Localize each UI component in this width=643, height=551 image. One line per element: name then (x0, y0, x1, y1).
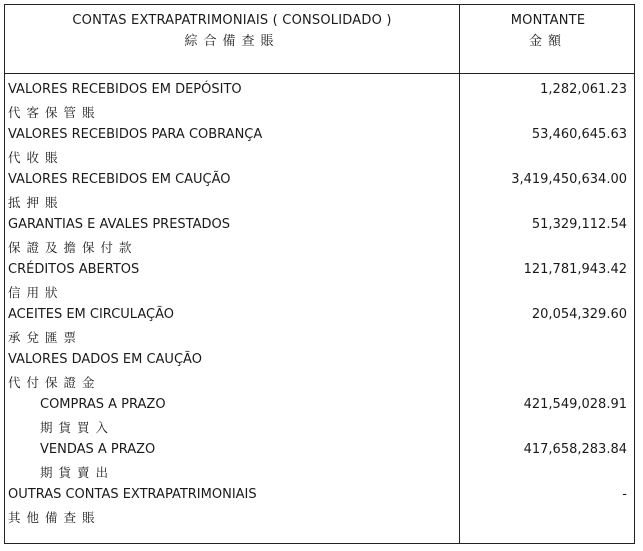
table-row (5, 79, 634, 102)
row-amount: 51,329,112.54 (531, 217, 627, 232)
row-label-pt: CRÉDITOS ABERTOS (8, 262, 140, 277)
table-row (5, 169, 634, 192)
table-header (5, 5, 634, 74)
table-body (5, 79, 634, 529)
table-row-zh (5, 327, 634, 350)
row-label-pt: VALORES RECEBIDOS EM CAUÇÃO (8, 172, 231, 187)
row-label-zh: 期貨賣出 (40, 464, 115, 480)
row-amount: 1,282,061.23 (540, 82, 627, 97)
row-label-zh: 代付保證金 (8, 374, 101, 390)
row-label-zh: 代收賬 (8, 149, 64, 165)
table-row-zh (5, 282, 634, 305)
row-amount: 53,460,645.63 (531, 127, 627, 142)
table-row (5, 439, 634, 462)
off-balance-sheet-table (4, 4, 635, 544)
table-row-zh (5, 507, 634, 530)
table-row (5, 484, 634, 507)
amount-column-header (460, 5, 636, 74)
amount-header-zh: 金額 (528, 34, 567, 49)
row-label-zh: 期貨買入 (40, 419, 115, 435)
table-row-zh (5, 102, 634, 125)
row-label-pt: ACEITES EM CIRCULAÇÃO (8, 307, 174, 322)
table-row (5, 214, 634, 237)
table-row-zh (5, 192, 634, 215)
table-row (5, 124, 634, 147)
row-amount: 20,054,329.60 (531, 307, 627, 322)
table-row-zh (5, 147, 634, 170)
row-label-zh: 抵押賬 (8, 194, 64, 210)
row-amount: 421,549,028.91 (523, 397, 627, 412)
table-row (5, 394, 634, 417)
row-label-pt: VALORES RECEBIDOS EM DEPÓSITO (8, 82, 242, 97)
table-row-zh (5, 417, 634, 440)
row-amount: 3,419,450,634.00 (511, 172, 627, 187)
row-label-pt: OUTRAS CONTAS EXTRAPATRIMONIAIS (8, 487, 257, 502)
row-label-zh: 承兌匯票 (8, 329, 83, 345)
amount-header-pt: MONTANTE (510, 13, 586, 28)
table-row (5, 304, 634, 327)
table-row (5, 349, 634, 372)
row-amount: - (622, 487, 627, 502)
row-label-pt: VALORES RECEBIDOS PARA COBRANÇA (8, 127, 263, 142)
description-column-header (5, 5, 459, 74)
row-amount: 121,781,943.42 (523, 262, 627, 277)
row-label-pt: VALORES DADOS EM CAUÇÃO (8, 352, 202, 367)
table-row-zh (5, 462, 634, 485)
row-label-zh: 保證及擔保付款 (8, 239, 138, 255)
row-label-pt: GARANTIAS E AVALES PRESTADOS (8, 217, 231, 232)
row-label-pt: VENDAS A PRAZO (40, 442, 156, 457)
row-label-zh: 代客保管賬 (8, 104, 101, 120)
row-label-zh: 其他備查賬 (8, 509, 101, 525)
description-header-zh: 綜合備查賬 (184, 34, 280, 49)
row-label-pt: COMPRAS A PRAZO (40, 397, 166, 412)
table-row-zh (5, 237, 634, 260)
description-header-pt: CONTAS EXTRAPATRIMONIAIS ( CONSOLIDADO ) (72, 13, 392, 28)
row-amount: 417,658,283.84 (523, 442, 627, 457)
row-label-zh: 信用狀 (8, 284, 64, 300)
table-row (5, 259, 634, 282)
table-row-zh (5, 372, 634, 395)
